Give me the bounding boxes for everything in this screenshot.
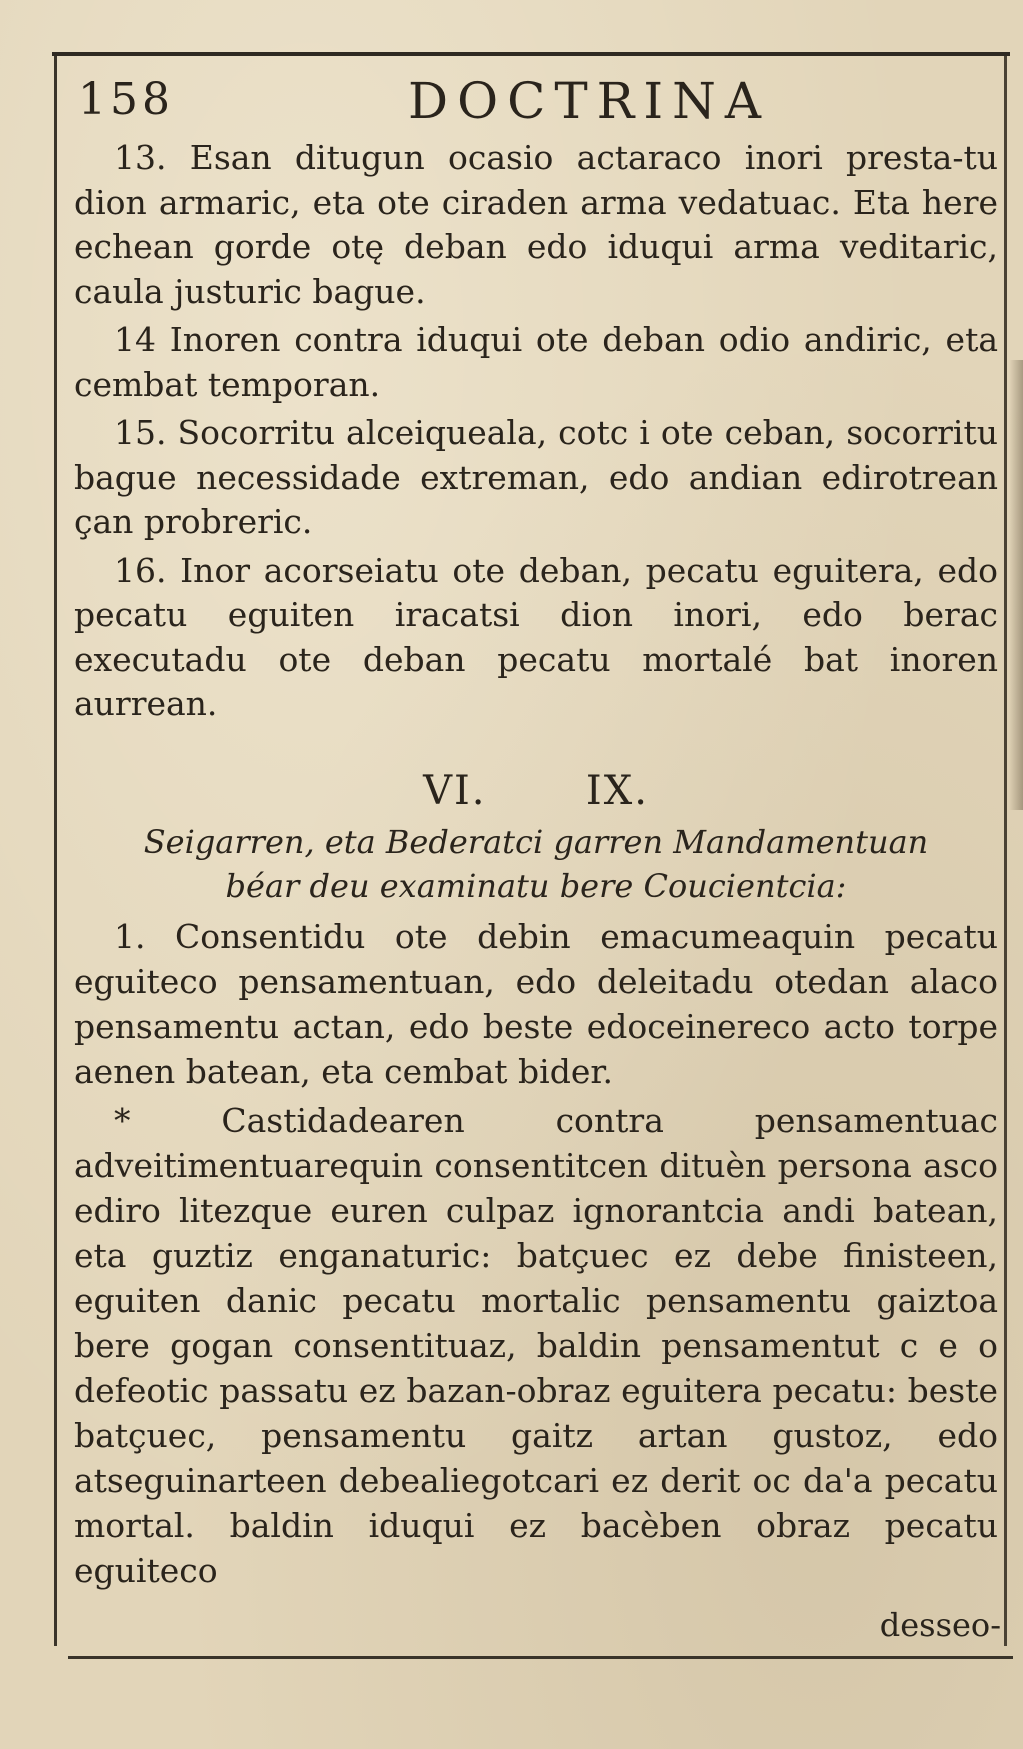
top-rule: [52, 52, 1010, 56]
catchword: desseo-: [879, 1606, 1001, 1644]
paragraph-14: 14 Inoren contra iduqui ote deban odio andiric, eta cembat temporan.: [74, 320, 998, 404]
section-title: [74, 820, 998, 908]
running-head: DOCTRINA: [408, 72, 770, 130]
page-number: 158: [78, 74, 174, 125]
page-edge-shadow: [1009, 360, 1023, 810]
page-header: [78, 68, 998, 136]
right-rule: [1004, 56, 1007, 1646]
text-block-bottom: [74, 914, 998, 1593]
paragraph-16: 16. Inor acorseiatu ote deban, pecatu eguitera, edo pecatu eguiten iracatsi dion inori, edo berac executadu ote deban pecatu mortalé bat inoren aurrean.: [74, 550, 998, 723]
text-block-top: [74, 136, 998, 727]
section-title-line1: Seigarren, eta Bederatci garren Mandamentuan: [143, 823, 929, 861]
section-numerals: [74, 768, 998, 814]
paragraph-1: 1. Consentidu ote debin emacumeaquin pecatu eguiteco pensamentuan, edo deleitadu otedan alaco pensamentu actan, edo beste edoceinereco acto torpe aenen batean, eta cembat bider.: [74, 917, 998, 1091]
paragraph-13: 13. Esan ditugun ocasio actaraco inori presta-tu dion armaric, eta ote ciraden arma vedatuac. Eta here echean gorde otę deban edo iduqui arma veditaric, caula justuric bague.: [74, 138, 998, 311]
section-numeral-right: IX.: [585, 768, 649, 814]
paragraph-15: 15. Socorritu alceiqueala, cotc i ote ceban, socorritu bague necessidade extreman, edo andian edirotrean çan probreric.: [74, 413, 998, 541]
left-rule: [54, 56, 57, 1646]
section-numeral-left: VI.: [423, 768, 487, 814]
bottom-rule: [68, 1656, 1013, 1659]
section-title-line2: béar deu examinatu bere Coucientcia:: [225, 867, 847, 905]
paragraph-note: * Castidadearen contra pensamentuac adveitimentuarequin consentitcen dituèn persona asco ediro litezque euren culpaz ignorantcia andi batean, eta guztiz enganaturic: batçuec ez debe finisteen, eguiten danic pecatu mortalic pensamentu gaiztoa bere gogan consentituaz, baldin pensamentut c e o defeotic passatu ez bazan-obraz eguitera pecatu: beste batçuec, pensamentu gaitz artan gustoz, edo atseguinarteen debealiegotcari ez derit oc da'a pecatu mortal. baldin iduqui ez bacèben obraz pecatu eguiteco: [74, 1101, 998, 1590]
